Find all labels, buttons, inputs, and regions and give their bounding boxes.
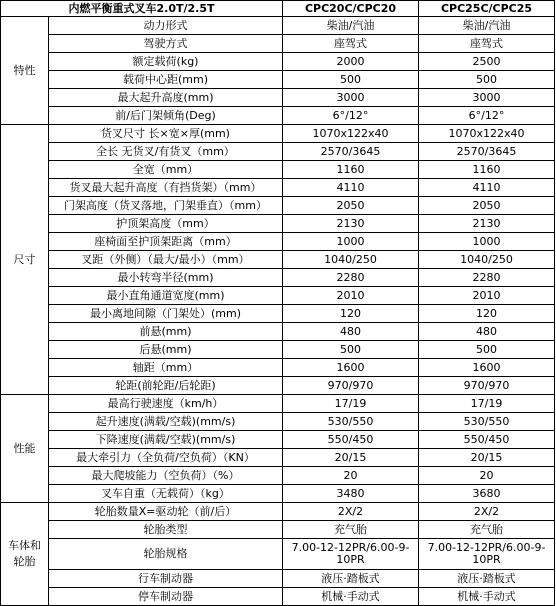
table-row [1, 269, 555, 287]
spec-value-b: 17/19 [419, 395, 555, 413]
spec-label: 后悬(mm) [49, 341, 283, 359]
spec-value-a: 柴油/汽油 [283, 17, 419, 35]
spec-label: 起升速度(满载/空载)(mm/s) [49, 413, 283, 431]
spec-value-a: 2000 [283, 53, 419, 71]
spec-value-a: 480 [283, 323, 419, 341]
spec-value-a: 1000 [283, 233, 419, 251]
table-row [1, 467, 555, 485]
spec-value-a: 机械·手动式 [283, 588, 419, 606]
spec-label: 轮胎规格 [49, 539, 283, 570]
spec-value-b: 4110 [419, 179, 555, 197]
table-row [1, 431, 555, 449]
spec-value-b: 2050 [419, 197, 555, 215]
spec-value-b: 座驾式 [419, 35, 555, 53]
spec-body [1, 17, 555, 606]
table-row [1, 125, 555, 143]
spec-value-b: 20 [419, 467, 555, 485]
table-row [1, 359, 555, 377]
spec-value-b: 6°/12° [419, 107, 555, 125]
spec-value-b: 机械·手动式 [419, 588, 555, 606]
spec-value-b: 2X/2 [419, 503, 555, 521]
table-row [1, 35, 555, 53]
spec-value-b: 7.00-12-12PR/6.00-9-10PR [419, 539, 555, 570]
table-row [1, 503, 555, 521]
spec-value-a: 20 [283, 467, 419, 485]
table-row [1, 17, 555, 35]
spec-label: 货叉尺寸 长×宽×厚(mm) [49, 125, 283, 143]
spec-value-b: 1070x122x40 [419, 125, 555, 143]
spec-value-a: 500 [283, 71, 419, 89]
spec-value-b: 1040/250 [419, 251, 555, 269]
spec-label: 最大牵引力（全负荷/空负荷）（KN） [49, 449, 283, 467]
spec-value-a: 1040/250 [283, 251, 419, 269]
spec-value-b: 500 [419, 71, 555, 89]
spec-value-a: 座驾式 [283, 35, 419, 53]
spec-value-a: 2280 [283, 269, 419, 287]
spec-value-a: 550/450 [283, 431, 419, 449]
model-b-header: CPC25C/CPC25 [419, 1, 555, 17]
spec-value-b: 1600 [419, 359, 555, 377]
spec-value-a: 2010 [283, 287, 419, 305]
table-row [1, 287, 555, 305]
spec-label: 停车制动器 [49, 588, 283, 606]
spec-label: 最大爬坡能力（空负荷）（%） [49, 467, 283, 485]
table-row [1, 89, 555, 107]
category-cell: 特性 [1, 17, 49, 125]
spec-value-a: 120 [283, 305, 419, 323]
model-a-header: CPC20C/CPC20 [283, 1, 419, 17]
spec-value-b: 2500 [419, 53, 555, 71]
spec-label: 前悬(mm) [49, 323, 283, 341]
spec-label: 动力形式 [49, 17, 283, 35]
spec-value-a: 530/550 [283, 413, 419, 431]
category-cell: 性能 [1, 395, 49, 503]
category-cell: 尺寸 [1, 125, 49, 395]
spec-label: 轮距(前轮距/后轮距) [49, 377, 283, 395]
table-row [1, 305, 555, 323]
spec-value-a: 液压·踏板式 [283, 570, 419, 588]
spec-value-b: 970/970 [419, 377, 555, 395]
spec-value-b: 3680 [419, 485, 555, 503]
spec-label: 最小离地间隙（门架处）(mm) [49, 305, 283, 323]
spec-value-a: 1160 [283, 161, 419, 179]
table-row [1, 377, 555, 395]
table-row [1, 53, 555, 71]
spec-label: 最小转弯半径(mm) [49, 269, 283, 287]
table-row [1, 588, 555, 606]
spec-value-b: 530/550 [419, 413, 555, 431]
spec-value-b: 柴油/汽油 [419, 17, 555, 35]
spec-value-a: 20/15 [283, 449, 419, 467]
table-row [1, 449, 555, 467]
spec-label: 驾驶方式 [49, 35, 283, 53]
spec-value-a: 2050 [283, 197, 419, 215]
spec-value-b: 2280 [419, 269, 555, 287]
table-title: 内燃平衡重式叉车2.0T/2.5T [1, 1, 283, 17]
spec-label: 全长 无货叉/有货叉（mm） [49, 143, 283, 161]
table-row [1, 107, 555, 125]
table-row [1, 233, 555, 251]
spec-value-b: 3000 [419, 89, 555, 107]
spec-value-a: 970/970 [283, 377, 419, 395]
table-row [1, 521, 555, 539]
spec-label: 最小直角通道宽度(mm) [49, 287, 283, 305]
spec-label: 叉车自重（无载荷）（kg） [49, 485, 283, 503]
spec-label: 全宽（mm） [49, 161, 283, 179]
spec-label: 载荷中心距(mm) [49, 71, 283, 89]
spec-label: 行车制动器 [49, 570, 283, 588]
spec-value-a: 2X/2 [283, 503, 419, 521]
spec-value-a: 3000 [283, 89, 419, 107]
spec-label: 座椅面至护顶架距离（mm） [49, 233, 283, 251]
spec-label: 门架高度（货叉落地，门架垂直）（mm） [49, 197, 283, 215]
spec-label: 最大起升高度(mm) [49, 89, 283, 107]
spec-label: 前/后门架倾角(Deg) [49, 107, 283, 125]
spec-value-b: 120 [419, 305, 555, 323]
category-cell: 车体和轮胎 [1, 503, 49, 606]
spec-label: 额定载荷(kg) [49, 53, 283, 71]
table-row [1, 413, 555, 431]
table-row [1, 539, 555, 570]
table-row [1, 251, 555, 269]
table-row [1, 215, 555, 233]
spec-value-b: 550/450 [419, 431, 555, 449]
spec-value-b: 480 [419, 323, 555, 341]
spec-label: 下降速度(满载/空载)(mm/s) [49, 431, 283, 449]
spec-value-b: 2570/3645 [419, 143, 555, 161]
spec-label: 叉距（外侧）（最大/最小）（mm） [49, 251, 283, 269]
spec-value-a: 2130 [283, 215, 419, 233]
spec-value-b: 2010 [419, 287, 555, 305]
table-row [1, 395, 555, 413]
spec-label: 轮胎类型 [49, 521, 283, 539]
spec-value-a: 17/19 [283, 395, 419, 413]
table-row [1, 485, 555, 503]
table-row [1, 341, 555, 359]
spec-value-a: 6°/12° [283, 107, 419, 125]
spec-value-b: 500 [419, 341, 555, 359]
table-row [1, 143, 555, 161]
spec-value-a: 500 [283, 341, 419, 359]
spec-value-a: 3480 [283, 485, 419, 503]
spec-value-b: 2130 [419, 215, 555, 233]
spec-value-a: 2570/3645 [283, 143, 419, 161]
spec-value-a: 1070x122x40 [283, 125, 419, 143]
spec-value-b: 液压·踏板式 [419, 570, 555, 588]
spec-value-a: 7.00-12-12PR/6.00-9-10PR [283, 539, 419, 570]
table-row [1, 161, 555, 179]
spec-value-b: 1000 [419, 233, 555, 251]
spec-label: 货叉最大起升高度（有挡货架）（mm） [49, 179, 283, 197]
table-row [1, 179, 555, 197]
spec-value-b: 1160 [419, 161, 555, 179]
table-row [1, 197, 555, 215]
header-row [1, 1, 555, 17]
spec-label: 护顶架高度（mm） [49, 215, 283, 233]
table-row [1, 323, 555, 341]
spec-value-a: 4110 [283, 179, 419, 197]
table-row [1, 71, 555, 89]
spec-value-b: 20/15 [419, 449, 555, 467]
spec-label: 最高行驶速度（km/h） [49, 395, 283, 413]
table-row [1, 570, 555, 588]
spec-value-a: 充气胎 [283, 521, 419, 539]
spec-label: 轮胎数量X=驱动轮（前/后） [49, 503, 283, 521]
spec-label: 轴距（mm） [49, 359, 283, 377]
spec-value-b: 充气胎 [419, 521, 555, 539]
spec-value-a: 1600 [283, 359, 419, 377]
